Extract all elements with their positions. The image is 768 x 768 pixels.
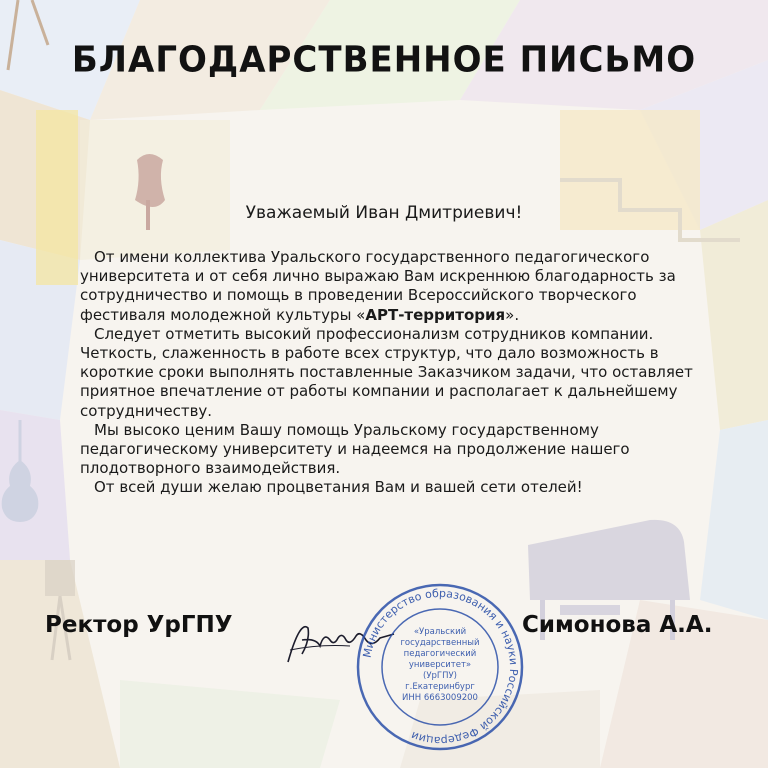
- official-seal: [355, 582, 525, 752]
- stamp-line: г.Екатеринбург: [405, 682, 475, 692]
- signatory-name: Симонова А.А.: [522, 612, 713, 638]
- paragraph-4: От всей души желаю процветания Вам и вашей сети отелей!: [94, 478, 583, 497]
- paragraph-1: [80, 248, 700, 325]
- stamp-line: университет»: [408, 660, 472, 670]
- stamp-line: государственный: [400, 638, 480, 648]
- stamp-line: (УрГПУ): [423, 671, 457, 681]
- stamp-line: «Уральский: [413, 627, 467, 637]
- stamp-outer-text: Министерство образования и науки Российской Федерации: [360, 586, 521, 748]
- letter-body: [80, 248, 700, 498]
- stamp-line: ИНН 6663009200: [402, 693, 478, 703]
- festival-name: АРТ-территория: [365, 305, 506, 324]
- paragraph-1-start: От имени коллектива Уральского государственного педагогического университета и от себя лично выражаю Вам искреннюю благодарность за сотрудничество и помощь в проведении Всероссийского творческого фестиваля молодежной культуры «: [80, 248, 676, 324]
- greeting: Уважаемый Иван Дмитриевич!: [245, 203, 523, 223]
- paragraph-3: Мы высоко ценим Вашу помощь Уральскому государственному педагогическому университету и надеемся на продолжение нашего плодотворного взаимодействия.: [80, 420, 630, 478]
- stamp-line: педагогический: [403, 649, 477, 659]
- letter-title: БЛАГОДАРСТВЕННОЕ ПИСЬМО: [71, 39, 697, 81]
- paragraph-1-end: ».: [505, 305, 520, 324]
- signatory-title: Ректор УрГПУ: [45, 612, 233, 638]
- paragraph-2: Следует отметить высокий профессионализм сотрудников компании. Четкость, слаженность в работе всех структур, что дало возможность в короткие сроки выполнять поставленные Заказчиком задачи, что оставляет приятное впечатление от работы компании и располагает к дальнейшему сотрудничеству.: [80, 324, 693, 420]
